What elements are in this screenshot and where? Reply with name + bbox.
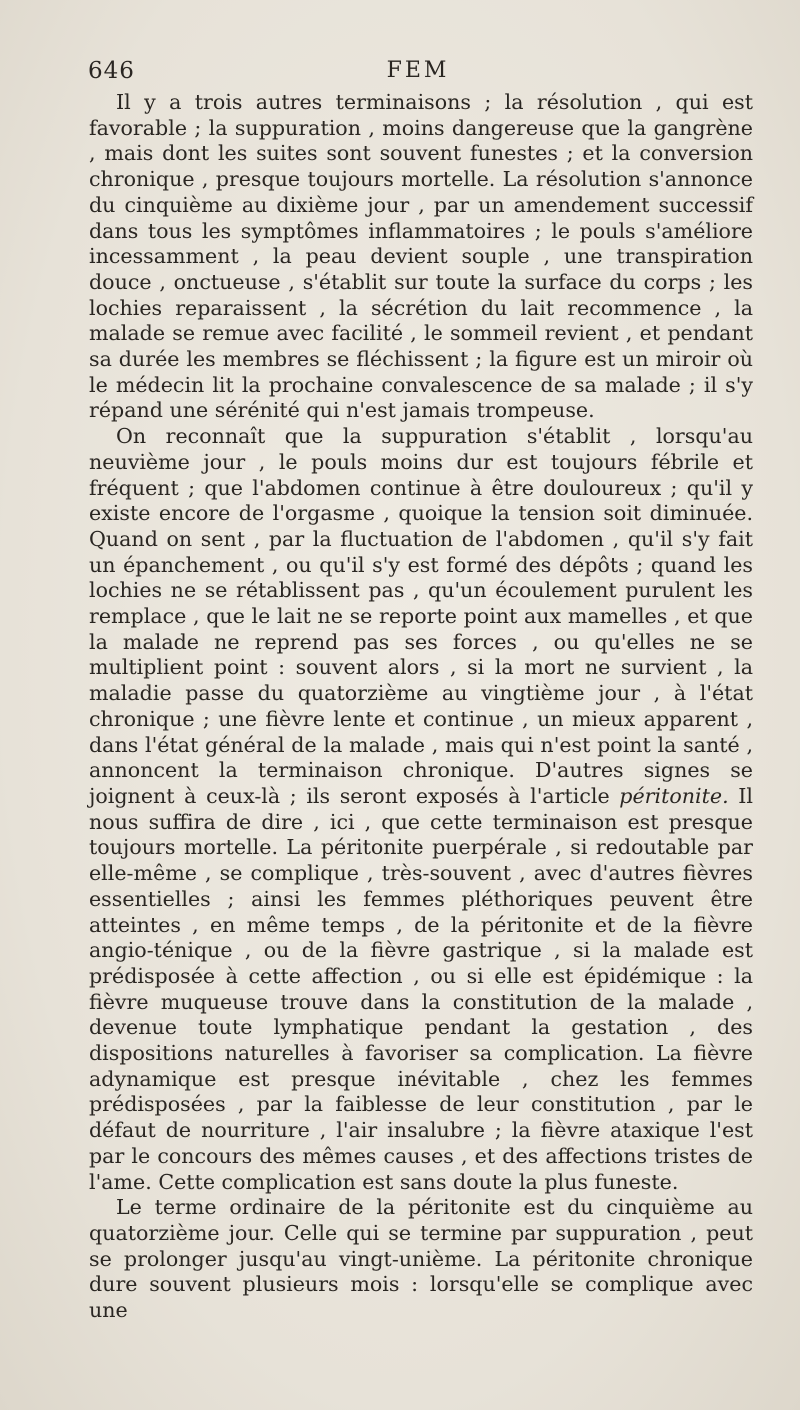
paragraph-duration: Le terme ordinaire de la péritonite est du cinquième au quatorzième jour. Celle qui se termine par suppuration , peut se prolonger jusqu'au vingt-unième. La péritonite chronique dure souvent plusieurs mois : lorsqu'elle se complique avec une <box>89 1195 753 1323</box>
page-number: 646 <box>88 58 135 84</box>
italic-term-peritonite: péritonite. <box>619 783 729 808</box>
body-text <box>89 90 753 1324</box>
paragraph-suppuration-part-1: On reconnaît que la suppuration s'établit , lorsqu'au neuvième jour , le pouls moins dur est toujours fébrile et fréquent ; que l'abdomen continue à être douloureux ; qu'il y existe encore de l'orgasme , quoique la tension soit diminuée. Quand on sent , par la fluctuation de l'abdomen , qu'il s'y fait un épanchement , ou qu'il s'y est formé des dépôts ; quand les lochies ne se rétablissent pas , qu'un écoulement purulent les remplace , que le lait ne se reporte point aux mamelles , et que la malade ne reprend pas ses forces , ou qu'elles ne se multiplient point : souvent alors , si la mort ne survient , la maladie passe du quatorzième au vingtième jour , à l'état chronique ; une fièvre lente et continue , un mieux apparent , dans l'état général de la malade , mais qui n'est point la santé , annoncent la terminaison chronique. D'autres signes se joignent à ceux-là ; ils seront exposés à l'article <box>89 424 753 808</box>
paragraph-suppuration <box>89 424 753 1195</box>
page-header <box>0 58 800 88</box>
paragraph-resolution: Il y a trois autres terminaisons ; la résolution , qui est favorable ; la suppuration , moins dangereuse que la gangrène , mais dont les suites sont souvent funestes ; et la conversion chronique , presque toujours mortelle. La résolution s'annonce du cinquième au dixième jour , par un amendement successif dans tous les symptômes inflammatoires ; le pouls s'améliore incessamment , la peau devient souple , une transpiration douce , onctueuse , s'établit sur toute la surface du corps ; les lochies reparaissent , la sécrétion du lait recommence , la malade se remue avec facilité , le sommeil revient , et pendant sa durée les membres se fléchissent ; la figure est un miroir où le médecin lit la prochaine convalescence de sa malade ; il s'y répand une sérénité qui n'est jamais trompeuse. <box>89 90 753 423</box>
paragraph-suppuration-part-2: Il nous suffira de dire , ici , que cette terminaison est presque toujours mortelle. La péritonite puerpérale , si redoutable par elle-même , se complique , très-souvent , avec d'autres fièvres essentielles ; ainsi les femmes pléthoriques peuvent être atteintes , en même temps , de la péritonite et de la fièvre angio-ténique , ou de la fièvre gastrique , si la malade est prédisposée à cette affection , ou si elle est épidémique : la fièvre muqueuse trouve dans la constitution de la malade , devenue toute lymphatique pendant la gestation , des dispositions naturelles à favoriser sa complication. La fièvre adynamique est presque inévitable , chez les femmes prédisposées , par la faiblesse de leur constitution , par le défaut de nourriture , l'air insalubre ; la fièvre ataxique l'est par le concours des mêmes causes , et des affections tristes de l'ame. Cette complication est sans doute la plus funeste. <box>89 783 754 1194</box>
running-head: FEM <box>386 58 450 83</box>
